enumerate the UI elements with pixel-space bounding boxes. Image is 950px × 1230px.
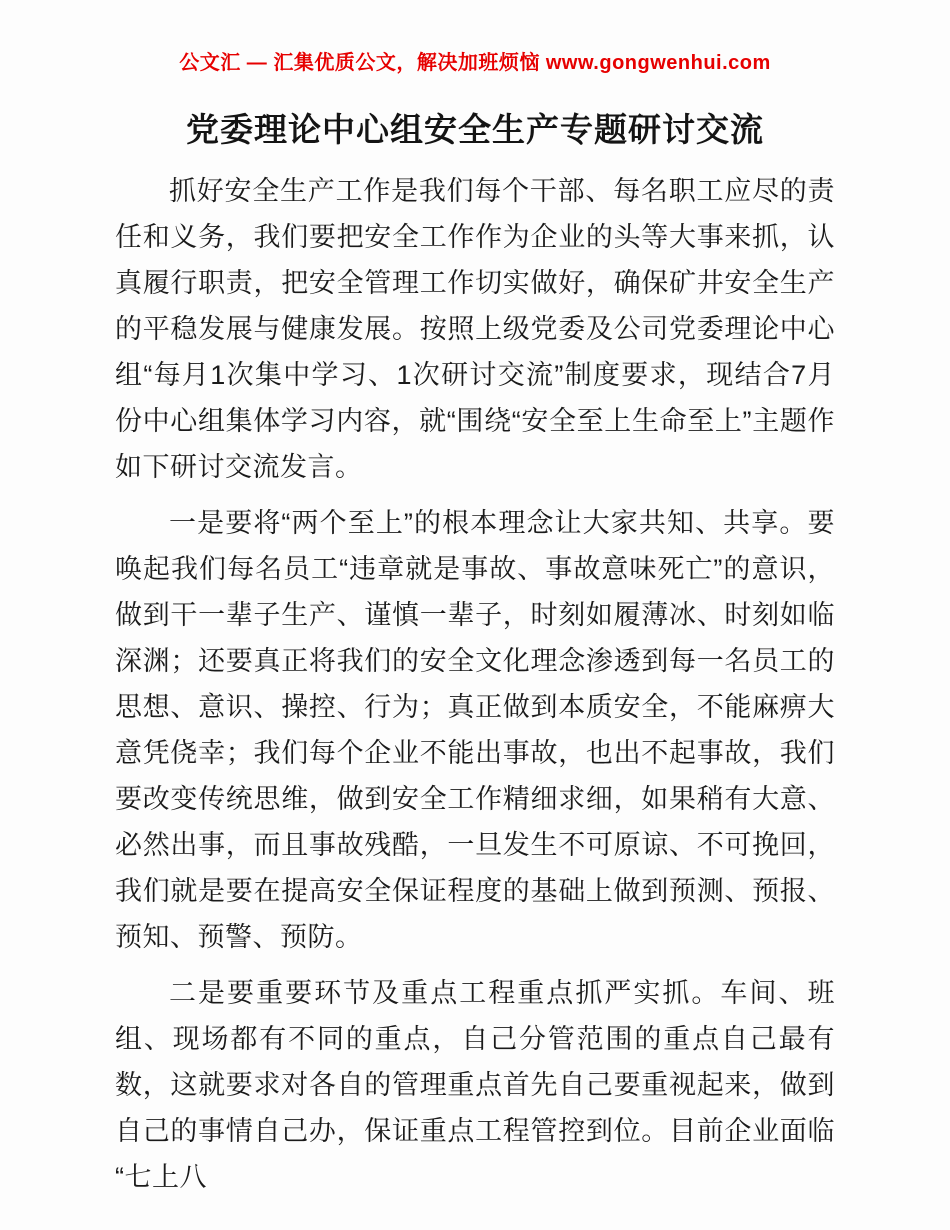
site-promo-header: 公文汇 — 汇集优质公文，解决加班烦恼 www.gongwenhui.com bbox=[179, 52, 771, 74]
paragraph-point-two: 二是要重要环节及重点工程重点抓严实抓。车间、班组、现场都有不同的重点，自己分管范围的重点自己最有数，这就要求对各自的管理重点首先自己要重视起来，做到自己的事情自己办，保证重点工程管控到位。目前企业面临“七上八 bbox=[115, 978, 835, 1192]
document-body bbox=[115, 168, 835, 1200]
document-title: 党委理论中心组安全生产专题研讨交流 bbox=[186, 111, 764, 148]
paragraph-intro: 抓好安全生产工作是我们每个干部、每名职工应尽的责任和义务，我们要把安全工作作为企业的头等大事来抓，认真履行职责，把安全管理工作切实做好，确保矿井安全生产的平稳发展与健康发展。按照上级党委及公司党委理论中心组“每月1次集中学习、1次研讨交流”制度要求，现结合7月份中心组集体学习内容，就“围绕“安全至上生命至上”主题作如下研讨交流发言。 bbox=[115, 176, 835, 482]
paragraph-point-one: 一是要将“两个至上”的根本理念让大家共知、共享。要唤起我们每名员工“违章就是事故、事故意味死亡”的意识，做到干一辈子生产、谨慎一辈子，时刻如履薄冰、时刻如临深渊；还要真正将我们的安全文化理念渗透到每一名员工的思想、意识、操控、行为；真正做到本质安全，不能麻痹大意凭侥幸；我们每个企业不能出事故，也出不起事故，我们要改变传统思维，做到安全工作精细求细，如果稍有大意、必然出事，而且事故残酷，一旦发生不可原谅、不可挽回，我们就是要在提高安全保证程度的基础上做到预测、预报、预知、预警、预防。 bbox=[115, 508, 835, 952]
